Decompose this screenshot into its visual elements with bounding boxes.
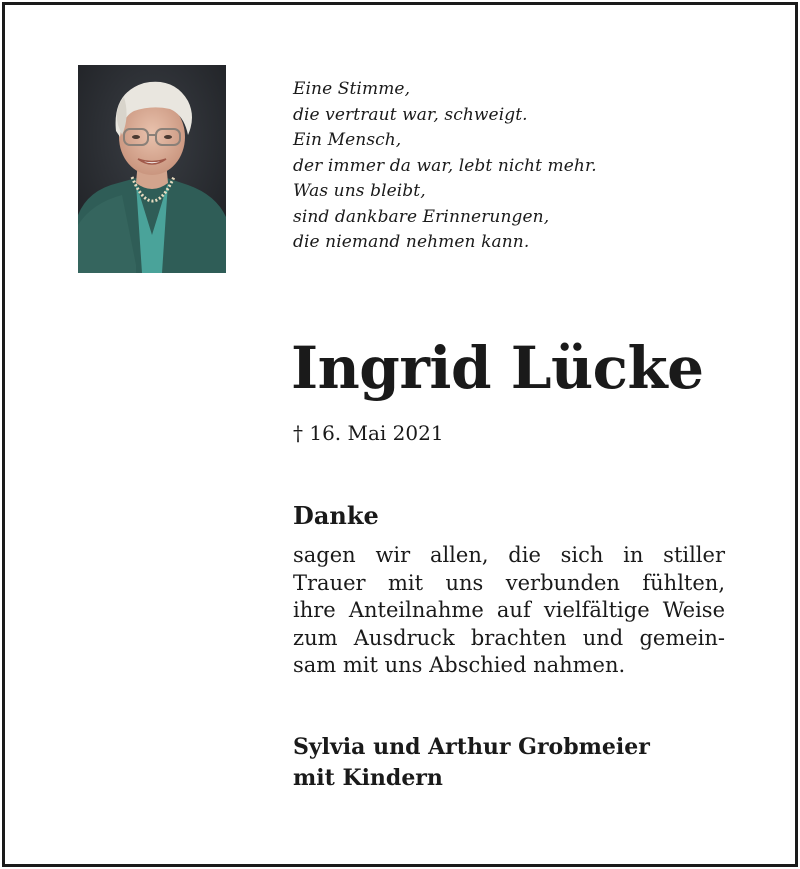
poem-line: die niemand nehmen kann.	[293, 232, 530, 252]
thanks-line: ihre Anteilnahme auf vielfältige Weise	[293, 598, 725, 622]
signature-block	[293, 732, 650, 794]
poem-line: die vertraut war, schweigt.	[293, 104, 528, 125]
poem-line: sind dankbare Erinnerungen,	[293, 206, 550, 227]
poem-line: Was uns bleibt,	[293, 181, 426, 201]
thanks-line: zum Ausdruck brachten und gemein-	[293, 625, 725, 650]
thanks-line: sagen wir allen, die sich in stiller	[293, 543, 725, 567]
memorial-poem	[293, 77, 597, 256]
signature-line: Sylvia und Arthur Grobmeier	[293, 734, 650, 760]
poem-line: Ein Mensch,	[293, 130, 402, 150]
signature-line: mit Kindern	[293, 765, 443, 791]
poem-line: Eine Stimme,	[293, 79, 411, 99]
thanks-heading: Danke	[293, 501, 379, 530]
portrait-photo	[78, 65, 226, 273]
deceased-name: Ingrid Lücke	[291, 334, 704, 402]
thanks-text	[293, 542, 725, 680]
thanks-line: Trauer mit uns verbunden fühlten,	[293, 570, 725, 595]
poem-line: der immer da war, lebt nicht mehr.	[293, 155, 597, 176]
death-date: † 16. Mai 2021	[293, 421, 444, 445]
thanks-line: sam mit uns Abschied nahmen.	[293, 653, 626, 677]
